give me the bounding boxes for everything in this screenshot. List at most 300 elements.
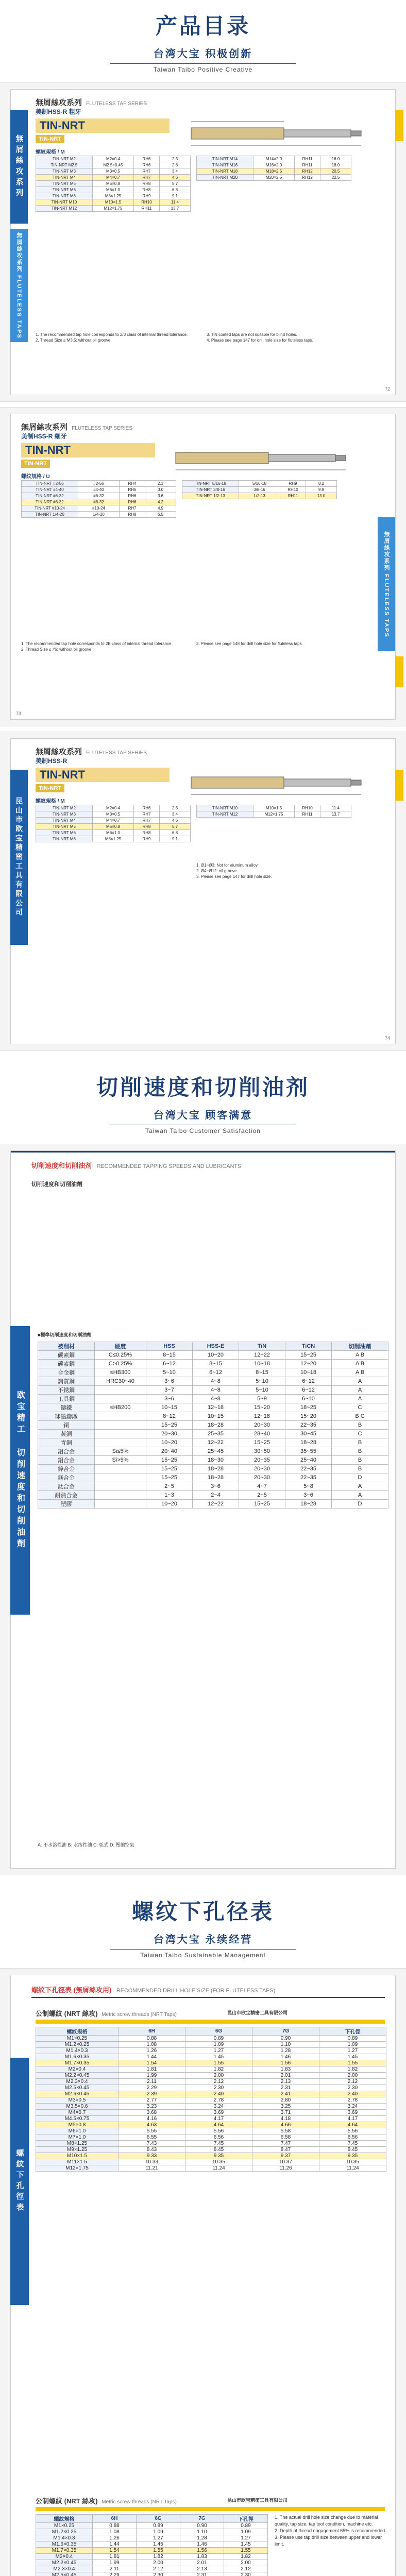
table-cell: 4~7	[239, 1482, 285, 1491]
table-cell: ≤HB300	[95, 1368, 146, 1377]
table-cell: 15~20	[285, 1412, 332, 1421]
table-cell: 9.35	[319, 2153, 386, 2159]
table-cell: 3~6	[146, 1395, 193, 1403]
series-title-cn: 無屑絲攻系列	[21, 423, 68, 432]
table-cell: 1.28	[252, 2048, 319, 2054]
table-cell	[95, 1412, 146, 1421]
table-cell: 0.90	[252, 2036, 319, 2042]
banner-slogan: 台湾大宝 积极创新	[153, 48, 253, 60]
table-cell: 1.99	[93, 2560, 137, 2566]
table-cell: 8.45	[319, 2147, 386, 2153]
table-cell: 4.18	[252, 2116, 319, 2122]
note-line: 1. Ø1~Ø3: Not for aluminum alloy.	[196, 863, 259, 868]
table-cell: 1.27	[137, 2535, 180, 2541]
table-cell: 8~15	[239, 1368, 285, 1377]
note-line: 2. Thread Size ≤ #6: without oil groove.	[21, 647, 93, 652]
table-cell: 9.35	[185, 2153, 252, 2159]
table-cell: 6~12	[193, 1368, 239, 1377]
table-row	[36, 2060, 386, 2066]
table-row	[38, 1447, 388, 1456]
series-subtitle: 美制HSS-R	[36, 757, 67, 765]
table-cell: M2.2×0.45	[36, 2073, 119, 2079]
series-title-cn: 無屑絲攻系列	[36, 98, 82, 107]
table-cell: B	[332, 1456, 388, 1465]
table-cell: 2~5	[239, 1491, 285, 1500]
table-cell: RH6	[120, 493, 145, 499]
table-row	[38, 1421, 388, 1430]
side-label	[10, 1326, 30, 1615]
table-cell: Si>5%	[95, 1456, 146, 1465]
table-cell: 5~10	[239, 1377, 285, 1386]
table-row	[182, 481, 337, 487]
table-cell: RH5	[120, 487, 145, 493]
table-cell: 20.5	[320, 168, 351, 175]
table-cell: 6~12	[146, 1360, 193, 1368]
table-cell: 3~7	[146, 1386, 193, 1395]
table-cell: 1.99	[119, 2073, 185, 2079]
table-cell: M7×1.0	[36, 2134, 119, 2141]
company-name: 昆山市欧宝精密工具有限公司	[227, 2010, 288, 2015]
table-cell: 5~8	[285, 1482, 332, 1491]
table-cell: 0.89	[224, 2523, 268, 2529]
table-cell: 3~6	[285, 1491, 332, 1500]
table-row	[36, 2128, 386, 2134]
table-cell: 1.55	[319, 2060, 386, 2066]
table-cell: TIN-NRT M10	[197, 805, 253, 811]
table-cell: M2×0.4	[93, 156, 134, 162]
table-cell: 3.0	[145, 487, 176, 493]
table-cell: 16.0	[320, 156, 351, 162]
table-cell: 2.30	[137, 2572, 180, 2576]
table-cell	[95, 1395, 146, 1403]
table-cell: ≤HB200	[95, 1403, 146, 1412]
table-cell: M2.3×0.4	[36, 2566, 93, 2572]
hole-heading-en: RECOMMENDED DRILL HOLE SIZE (FOR FLUTELESS TAPS)	[116, 1988, 276, 1994]
table-cell: 7.43	[119, 2141, 185, 2147]
table-cell: M3.5×0.6	[36, 2104, 119, 2110]
table-cell: 1.09	[185, 2042, 252, 2048]
table-row	[22, 487, 176, 493]
table-cell: 22~35	[285, 1465, 332, 1473]
table-row	[36, 2091, 386, 2097]
table-cell: 1.81	[93, 2554, 137, 2560]
table-cell: 2.8	[160, 162, 191, 168]
table-cell: #10-24	[78, 505, 120, 512]
table-cell: 球墨鑄鐵	[38, 1412, 95, 1421]
table-cell: TIN-NRT M18	[197, 168, 253, 175]
table-cell: 黃銅	[38, 1430, 95, 1438]
block2-title-cn: 公制螺紋 (NRT 絲攻)	[36, 2497, 98, 2505]
table-row	[197, 811, 351, 818]
table-cell: #2-56	[78, 481, 120, 487]
table-cell: 1.10	[252, 2042, 319, 2048]
table-cell: RH4	[120, 481, 145, 487]
table-cell: 3.23	[119, 2104, 185, 2110]
table-row	[36, 199, 191, 206]
spec-table-right	[196, 805, 351, 818]
column-header: 6H	[93, 2515, 137, 2523]
table-cell: C	[332, 1430, 388, 1438]
table-cell: RH11	[295, 811, 320, 818]
table-cell: M12×1.75	[93, 206, 134, 212]
table-cell: M2×0.4	[36, 2554, 93, 2560]
table-cell: TIN-NRT 5/16-18	[182, 481, 239, 487]
table-cell: 8~12	[146, 1412, 193, 1421]
table-cell: 10~18	[285, 1368, 332, 1377]
table-row	[197, 175, 351, 181]
banner-english: Taiwan Taibo Positive Creative	[153, 66, 253, 73]
table-cell: RH7	[134, 811, 160, 818]
table-cell: 5.56	[185, 2128, 252, 2134]
table-cell: 5~10	[146, 1368, 193, 1377]
table-title: 螺紋規格 / U	[21, 474, 50, 480]
note-line: 2. Thread Size ≤ M3.5: without oil groove.	[36, 338, 112, 343]
table-cell: RH6	[134, 805, 160, 811]
table-cell: M10×1.5	[93, 199, 134, 206]
table-row	[197, 168, 351, 175]
table-cell: C>0.25%	[95, 1360, 146, 1368]
catalog-page	[10, 738, 396, 1044]
side-label-brand: 欧宝精工	[15, 1391, 25, 1436]
spec-table-left	[36, 156, 191, 212]
table-row	[38, 1351, 388, 1360]
table-cell: M5×0.8	[93, 181, 134, 187]
banner-divider	[110, 1949, 296, 1950]
table-cell: M10×1.5	[36, 2153, 119, 2159]
table-cell: M5×0.8	[36, 2122, 119, 2128]
table-cell: 2.40	[185, 2091, 252, 2097]
table-cell: 10~20	[193, 1351, 239, 1360]
table-cell: 2.39	[119, 2091, 185, 2097]
company-name: 昆山市欧宝精密工具有限公司	[227, 2498, 288, 2503]
table-cell: 2~4	[193, 1491, 239, 1500]
note-line: 2. Ø4~Ø12: oil groove.	[196, 869, 238, 873]
table-cell: 15~25	[239, 1438, 285, 1447]
table-cell: A B	[332, 1360, 388, 1368]
table-cell: 25~45	[193, 1447, 239, 1456]
table-cell: 5.7	[160, 181, 191, 187]
catalog-sheet-3	[0, 732, 406, 1051]
table-cell: TIN-NRT 3/8-16	[182, 487, 239, 493]
table-cell: 0.88	[119, 2036, 185, 2042]
table-cell: TIN-NRT M2.5	[36, 162, 93, 168]
column-header: TiN	[239, 1342, 285, 1351]
table-row	[36, 830, 191, 836]
column-header: TiCN	[285, 1342, 332, 1351]
table-cell: 1.81	[119, 2066, 185, 2073]
table-cell: RH6	[120, 499, 145, 505]
table-cell: M11×1.5	[36, 2159, 119, 2165]
table-row	[22, 481, 176, 487]
table-cell: 15~25	[239, 1500, 285, 1509]
table-cell: 9.33	[119, 2153, 185, 2159]
table-row	[36, 2066, 386, 2073]
table-cell: 不銹鋼	[38, 1386, 95, 1395]
table-cell	[95, 1465, 146, 1473]
table-cell: TIN-NRT M6	[36, 187, 93, 193]
column-header: 7G	[180, 2515, 224, 2523]
table-row	[36, 2097, 386, 2104]
table-cell: 1.08	[119, 2042, 185, 2048]
table-cell: 10.37	[252, 2159, 319, 2165]
table-cell: 9.1	[160, 836, 191, 842]
table-cell: TIN-NRT M20	[197, 175, 253, 181]
column-header: HSS-E	[193, 1342, 239, 1351]
table-row	[197, 162, 351, 168]
table-cell: M2×0.4	[93, 805, 134, 811]
table-cell: 2.12	[137, 2566, 180, 2572]
table-row	[36, 2147, 386, 2153]
table-cell: TIN-NRT M12	[36, 206, 93, 212]
table-cell: 9.8	[306, 487, 337, 493]
table-cell	[95, 1473, 146, 1482]
table-cell: 8.47	[252, 2147, 319, 2153]
table-row	[36, 2048, 386, 2054]
banner-slogan: 台湾大宝 顾客满意	[153, 1110, 253, 1121]
table-cell: 9.1	[160, 193, 191, 199]
table-cell: 1.56	[252, 2060, 319, 2066]
catalog-page	[10, 89, 396, 395]
table-cell: 鎂合金	[38, 1473, 95, 1482]
product-tag: TIN-NRT	[36, 784, 64, 792]
table-cell: 25~35	[193, 1430, 239, 1438]
table-cell: 10.33	[119, 2159, 185, 2165]
table-cell: D	[332, 1473, 388, 1482]
table-cell: 2.30	[224, 2572, 268, 2576]
table-cell: M2.3×0.4	[36, 2079, 119, 2085]
table-cell: 6.58	[252, 2134, 319, 2141]
page-number: 72	[384, 386, 390, 392]
table-cell: A	[332, 1482, 388, 1491]
table-row	[36, 2141, 386, 2147]
series-title-en: FLUTELESS TAP SERIES	[72, 426, 133, 431]
table-row	[36, 2554, 268, 2560]
table-cell: M3×0.5	[93, 168, 134, 175]
series-subtitle: 美制HSS-R 細牙	[21, 433, 67, 440]
table-cell: 10~15	[146, 1403, 193, 1412]
table-cell: 5/16-18	[239, 481, 280, 487]
table-cell: TIN-NRT M4	[36, 818, 93, 824]
table-cell: 2.00	[224, 2560, 268, 2566]
table-cell: 11.24	[319, 2165, 386, 2172]
table-row	[36, 2073, 386, 2079]
table-cell: A B	[332, 1351, 388, 1360]
table-row	[36, 2085, 386, 2091]
table-cell: RH10	[295, 805, 320, 811]
table-cell: 0.89	[319, 2036, 386, 2042]
speed-heading-cn: 切削速度和切削油剂	[31, 1162, 92, 1170]
table-cell: 20~30	[239, 1465, 285, 1473]
table-cell: 4.17	[185, 2116, 252, 2122]
table-cell: 20~30	[239, 1473, 285, 1482]
notes-right	[196, 862, 361, 879]
table-cell: 7.47	[252, 2141, 319, 2147]
table-cell: 2.31	[252, 2085, 319, 2091]
table-cell: B C	[332, 1412, 388, 1421]
table-cell: RH8	[134, 181, 160, 187]
table-cell: 1.08	[93, 2529, 137, 2535]
table-row	[197, 805, 351, 811]
table-cell: 2.11	[119, 2079, 185, 2085]
table-cell: TIN-NRT 1/2-13	[182, 493, 239, 499]
hole-notes	[275, 2514, 388, 2548]
table-cell: M1.6×0.35	[36, 2054, 119, 2060]
table-cell: 11.21	[119, 2165, 185, 2172]
table-cell: 6.8	[160, 187, 191, 193]
spec-table-right	[182, 480, 337, 499]
table-row	[36, 2535, 268, 2541]
series-title-cn: 無屑絲攻系列	[36, 748, 82, 756]
table-cell: 6~10	[285, 1395, 332, 1403]
table-cell: M1×0.25	[36, 2523, 93, 2529]
table-cell: TIN-NRT #8-32	[22, 499, 78, 505]
table-cell: 15~25	[146, 1473, 193, 1482]
table-cell: TIN-NRT M10	[36, 199, 93, 206]
table-cell: M9×1.25	[36, 2147, 119, 2153]
table-cell: C	[332, 1403, 388, 1412]
table-cell: 塑膠	[38, 1500, 95, 1509]
side-label-2: 無屑絲攻系列 FLUTELESS TAPS	[10, 229, 28, 342]
table-cell: TIN-NRT #2-56	[22, 481, 78, 487]
product-tag: TIN-NRT	[21, 460, 50, 468]
banner-divider	[110, 63, 296, 64]
column-header: 螺紋規格	[36, 2515, 93, 2523]
table-cell: M2.5×0.45	[36, 2085, 119, 2091]
hole-banner	[0, 1886, 406, 1963]
table-cell: 22~35	[285, 1421, 332, 1430]
table-cell: M8×1.25	[93, 836, 134, 842]
table-cell: RH10	[280, 487, 306, 493]
table-cell: 15~25	[146, 1421, 193, 1430]
table-cell: 5.7	[160, 824, 191, 830]
table-cell: 4.6	[160, 175, 191, 181]
table-cell: RH10	[134, 199, 160, 206]
table-cell: 5~10	[239, 1386, 285, 1395]
table-cell: 12~22	[239, 1351, 285, 1360]
table-cell: 13.0	[306, 493, 337, 499]
banner-english: Taiwan Taibo Sustainable Management	[140, 1952, 266, 1959]
note-line: 3. TiN coated taps are not suitable for blind holes.	[207, 332, 297, 337]
table-cell: 18~28	[193, 1421, 239, 1430]
table-cell: 青銅	[38, 1438, 95, 1447]
table-cell: 1.82	[137, 2554, 180, 2560]
page-number: 74	[384, 1036, 390, 1041]
table-cell: 1.55	[137, 2548, 180, 2554]
table-cell: M2.5×0.45	[36, 2572, 93, 2576]
table-row	[36, 181, 191, 187]
table-cell: 4.64	[185, 2122, 252, 2128]
page-number: 73	[16, 711, 22, 716]
table-cell: 2.11	[93, 2566, 137, 2572]
table-cell: M20×2.5	[253, 175, 295, 181]
hole-sheet	[0, 1968, 406, 2576]
table-cell: RH12	[295, 175, 320, 181]
notes-right	[196, 641, 366, 647]
table-cell: 10~15	[193, 1412, 239, 1421]
table-cell: 18.0	[320, 162, 351, 168]
table-cell: 1.28	[180, 2535, 224, 2541]
table-cell: 8.43	[119, 2147, 185, 2153]
table-cell: 6.56	[319, 2134, 386, 2141]
notes-right	[207, 332, 371, 343]
table-row	[36, 2159, 386, 2165]
column-header: 螺紋規格	[36, 2027, 119, 2036]
table-cell: M12×1.75	[253, 811, 295, 818]
table-cell: M3×0.5	[36, 2097, 119, 2104]
table-cell: C≤0.25%	[95, 1351, 146, 1360]
table-cell: 5.58	[252, 2128, 319, 2134]
note-line: 3. Please see page 148 for drill hole size for fluteless taps.	[196, 641, 303, 646]
table-row	[36, 2036, 386, 2042]
table-cell: 11.26	[252, 2165, 319, 2172]
table-cell: 4.2	[145, 499, 176, 505]
hole-page	[10, 1975, 396, 2576]
table-row	[36, 2054, 386, 2060]
series-title	[21, 421, 132, 432]
table-row	[22, 493, 176, 499]
table-cell: 18~25	[285, 1403, 332, 1412]
table-cell: 工具鋼	[38, 1395, 95, 1403]
note-line: 2. Depth of thread engagement 65% is recommended.	[275, 2528, 386, 2533]
table-row	[38, 1473, 388, 1482]
table-cell: 3.25	[252, 2104, 319, 2110]
table-cell: 13.7	[320, 811, 351, 818]
table-cell: RH9	[134, 836, 160, 842]
table-cell: 1.27	[224, 2535, 268, 2541]
table-row	[38, 1482, 388, 1491]
table-title: 螺紋規格 / M	[36, 149, 65, 155]
table-cell: 1.10	[180, 2529, 224, 2535]
table-cell: TIN-NRT M2	[36, 156, 93, 162]
table-row	[36, 2104, 386, 2110]
table-cell: 1.45	[224, 2541, 268, 2548]
table-cell: B	[332, 1465, 388, 1473]
series-title	[36, 97, 147, 108]
table-cell: 3~6	[193, 1482, 239, 1491]
table-cell: 碳素鋼	[38, 1351, 95, 1360]
table-cell: M18×2.5	[253, 168, 295, 175]
table-cell: M4×0.7	[36, 2110, 119, 2116]
table-cell: TIN-NRT M8	[36, 193, 93, 199]
table-cell: 2.29	[119, 2085, 185, 2091]
table-cell: 2.3	[145, 481, 176, 487]
table-cell: 3.6	[145, 493, 176, 499]
table-cell: 1.09	[137, 2529, 180, 2535]
table-cell: 1.83	[180, 2554, 224, 2560]
table-cell: 12~22	[193, 1438, 239, 1447]
table-cell: M1.7×0.35	[36, 2548, 93, 2554]
table-cell: 18~28	[285, 1500, 332, 1509]
speed-banner	[0, 1061, 406, 1139]
table-cell: 18~28	[193, 1465, 239, 1473]
table-cell: M1.2×0.25	[36, 2042, 119, 2048]
table-cell: 12~22	[193, 1500, 239, 1509]
table-cell: M6×1.0	[36, 2128, 119, 2134]
banner-title: 产品目录	[155, 15, 250, 39]
table-row	[38, 1368, 388, 1377]
table-cell: A	[332, 1395, 388, 1403]
table-cell: B	[332, 1421, 388, 1430]
table-cell: 4~8	[193, 1377, 239, 1386]
table-cell: M2.2×0.45	[36, 2560, 93, 2566]
notes-left	[36, 332, 200, 343]
table-row	[36, 2110, 386, 2116]
table-cell: TIN-NRT M6	[36, 830, 93, 836]
table-cell: M8×1.25	[36, 2141, 119, 2147]
table-row	[36, 2541, 268, 2548]
table-cell: 1.44	[119, 2054, 185, 2060]
table-row	[38, 1403, 388, 1412]
